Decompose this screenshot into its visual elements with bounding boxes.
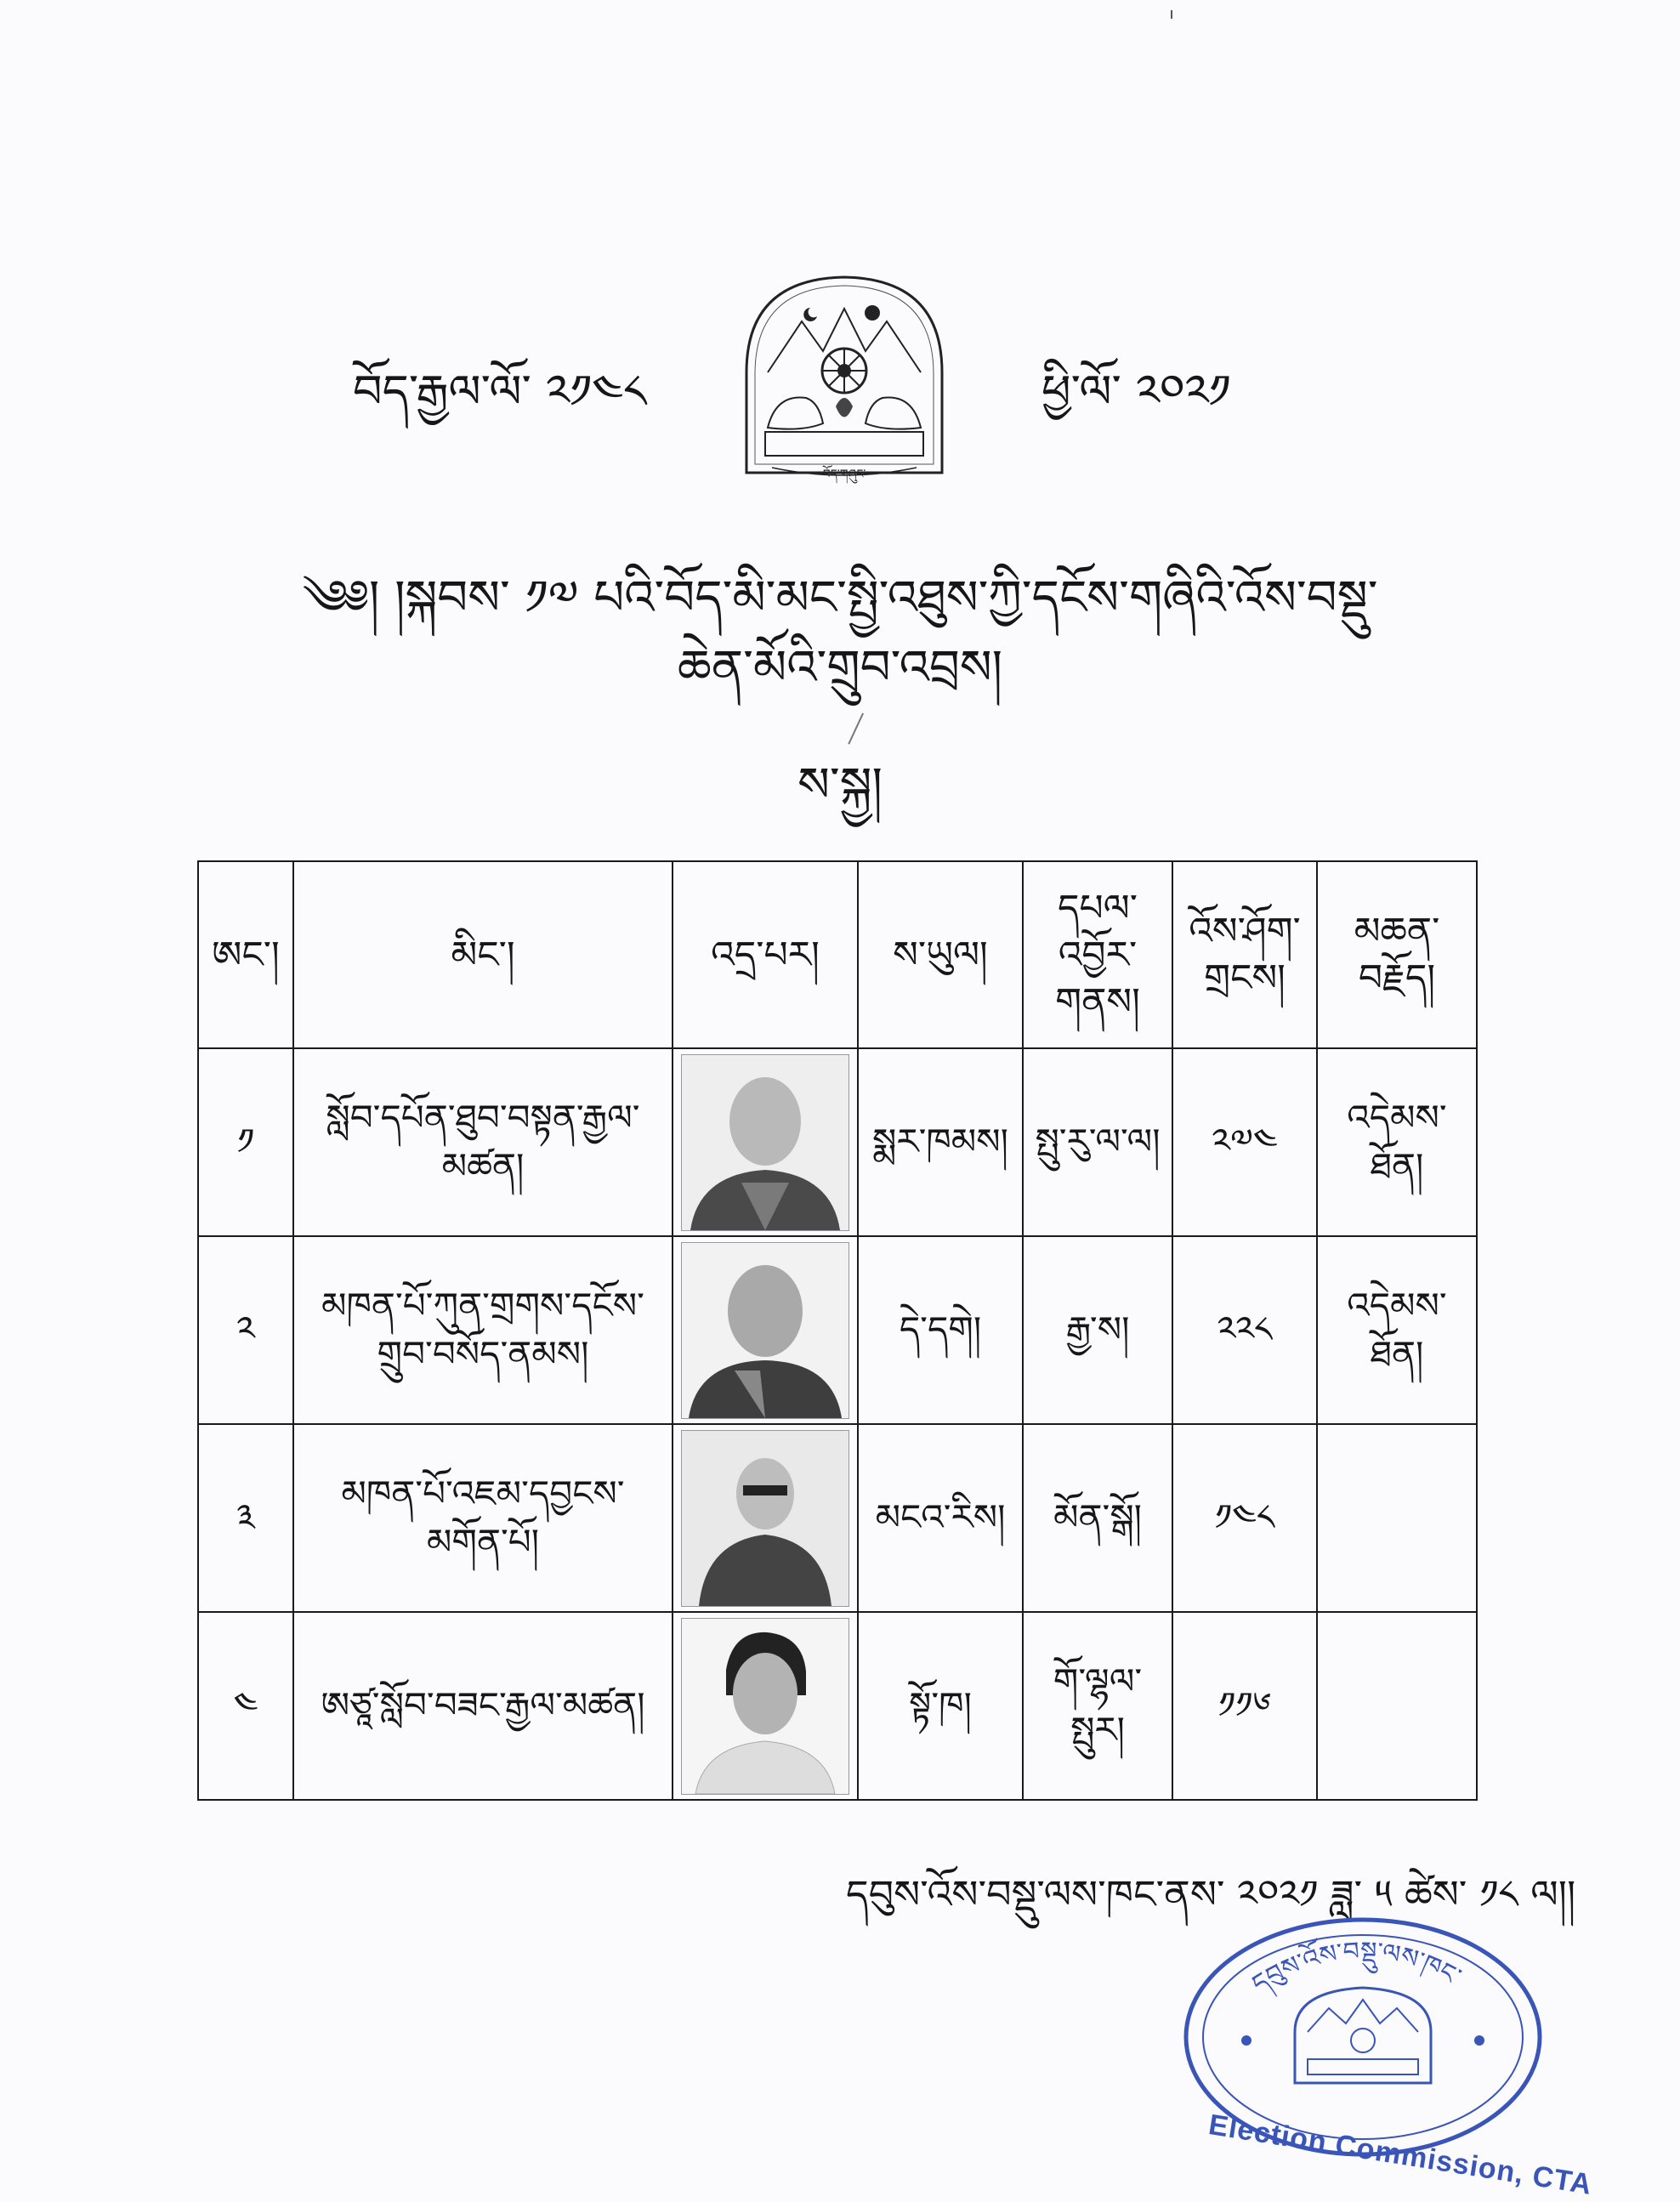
cell-photo	[673, 1236, 858, 1424]
tibetan-emblem	[729, 270, 959, 491]
cell-votes: ༢༢༨	[1172, 1236, 1317, 1424]
candidate-photo	[681, 1054, 849, 1231]
candidate-photo	[681, 1430, 849, 1607]
tibetan-year: བོད་རྒྱལ་ལོ་ ༢༡༤༨	[353, 365, 647, 418]
table-row	[198, 1236, 1477, 1424]
candidate-photo	[681, 1618, 849, 1795]
cell-photo	[673, 1048, 858, 1236]
portrait-icon	[682, 1055, 849, 1230]
table-row	[198, 1612, 1477, 1800]
portrait-icon	[682, 1243, 849, 1418]
candidate-photo	[681, 1242, 849, 1419]
cell-votes: ༡༤༨	[1172, 1424, 1317, 1612]
cell-region: སྨར་ཁམས།	[858, 1048, 1023, 1236]
cell-remarks	[1317, 1424, 1477, 1612]
cell-remarks	[1317, 1612, 1477, 1800]
cell-name: སློབ་དཔོན་ཐུབ་བསྟན་རྒྱལ་མཚན།	[293, 1048, 673, 1236]
pen-mark	[1171, 10, 1172, 19]
cell-settlement: གོ་ལྷལ་སྤུར།	[1023, 1612, 1172, 1800]
cell-name: མཁན་པོ་འཇམ་དབྱངས་མགོན་པོ།	[293, 1424, 673, 1612]
table-row	[198, 1048, 1477, 1236]
svg-text:བོད་གཞུང་: བོད་གཞུང་	[822, 468, 866, 481]
portrait-icon	[682, 1619, 849, 1794]
header-photo: འདྲ་པར།	[673, 861, 858, 1048]
cell-votes: ༡༡༦	[1172, 1612, 1317, 1800]
cell-region: དེ་དགེ།	[858, 1236, 1023, 1424]
cell-votes: ༢༧༤	[1172, 1048, 1317, 1236]
cell-settlement: རྒྱ་ས།	[1023, 1236, 1172, 1424]
header-settlement: དཔལ་འབྱོར་གནས།	[1023, 861, 1172, 1048]
issue-date-line: དབུས་འོས་བསྡུ་ལས་ཁང་ནས་ ༢༠༢༡ ཟླ་ ༥ ཚེས་ ༡༨ ལ།།	[846, 1871, 1576, 1917]
header-region: ས་ཡུལ།	[858, 861, 1023, 1048]
table-row	[198, 1424, 1477, 1612]
region-heading: ས་སྐྱ།	[797, 758, 883, 813]
cell-number: ༤	[198, 1612, 293, 1800]
table-header-row	[198, 861, 1477, 1048]
cell-remarks: འདེམས་ཐོན།	[1317, 1048, 1477, 1236]
cell-region: སྟོ་ཁ།	[858, 1612, 1023, 1800]
cell-photo	[673, 1424, 858, 1612]
cell-name: མཁན་པོ་ཀུན་གྲགས་དངོས་གྲུབ་བསོད་ནམས།	[293, 1236, 673, 1424]
stamp-english-label: Election Commission, CTA	[1206, 2108, 1595, 2201]
cell-number: ༣	[198, 1424, 293, 1612]
cell-settlement: མོན་སྒོ།	[1023, 1424, 1172, 1612]
svg-text:དབུས་འོས་བསྡུ་ལས་ཁང་: དབུས་འོས་བསྡུ་ལས་ཁང་	[1246, 1936, 1467, 2000]
cell-region: མངའ་རིས།	[858, 1424, 1023, 1612]
page-title-line-2: ཆེན་མོའི་གྲུབ་འབྲས།	[677, 640, 1003, 695]
cell-name: ཨཙཱ་སློབ་བཟང་རྒྱལ་མཚན།	[293, 1612, 673, 1800]
emblem-icon	[729, 270, 959, 491]
cell-number: ༢	[198, 1236, 293, 1424]
cell-remarks: འདེམས་ཐོན།	[1317, 1236, 1477, 1424]
results-table	[197, 860, 1478, 1801]
header-votes: འོས་ཤོག་གྲངས།	[1172, 861, 1317, 1048]
cell-number: ༡	[198, 1048, 293, 1236]
cell-photo	[673, 1612, 858, 1800]
portrait-icon	[682, 1431, 849, 1606]
header-remarks: མཆན་བརྗོད།	[1317, 861, 1477, 1048]
page-title-line-1: ༄༅། །སྐབས་ ༡༧ པའི་བོད་མི་མང་སྤྱི་འཐུས་ཀྱི་དངོས་གཞིའི་འོས་བསྡུ་	[302, 570, 1378, 626]
cell-settlement: སྤུ་རུ་ལ་ལ།	[1023, 1048, 1172, 1236]
header-number: ཨང་།	[198, 861, 293, 1048]
western-year: ཕྱི་ལོ་ ༢༠༢༡	[1041, 365, 1231, 418]
header-name: མིང་།	[293, 861, 673, 1048]
